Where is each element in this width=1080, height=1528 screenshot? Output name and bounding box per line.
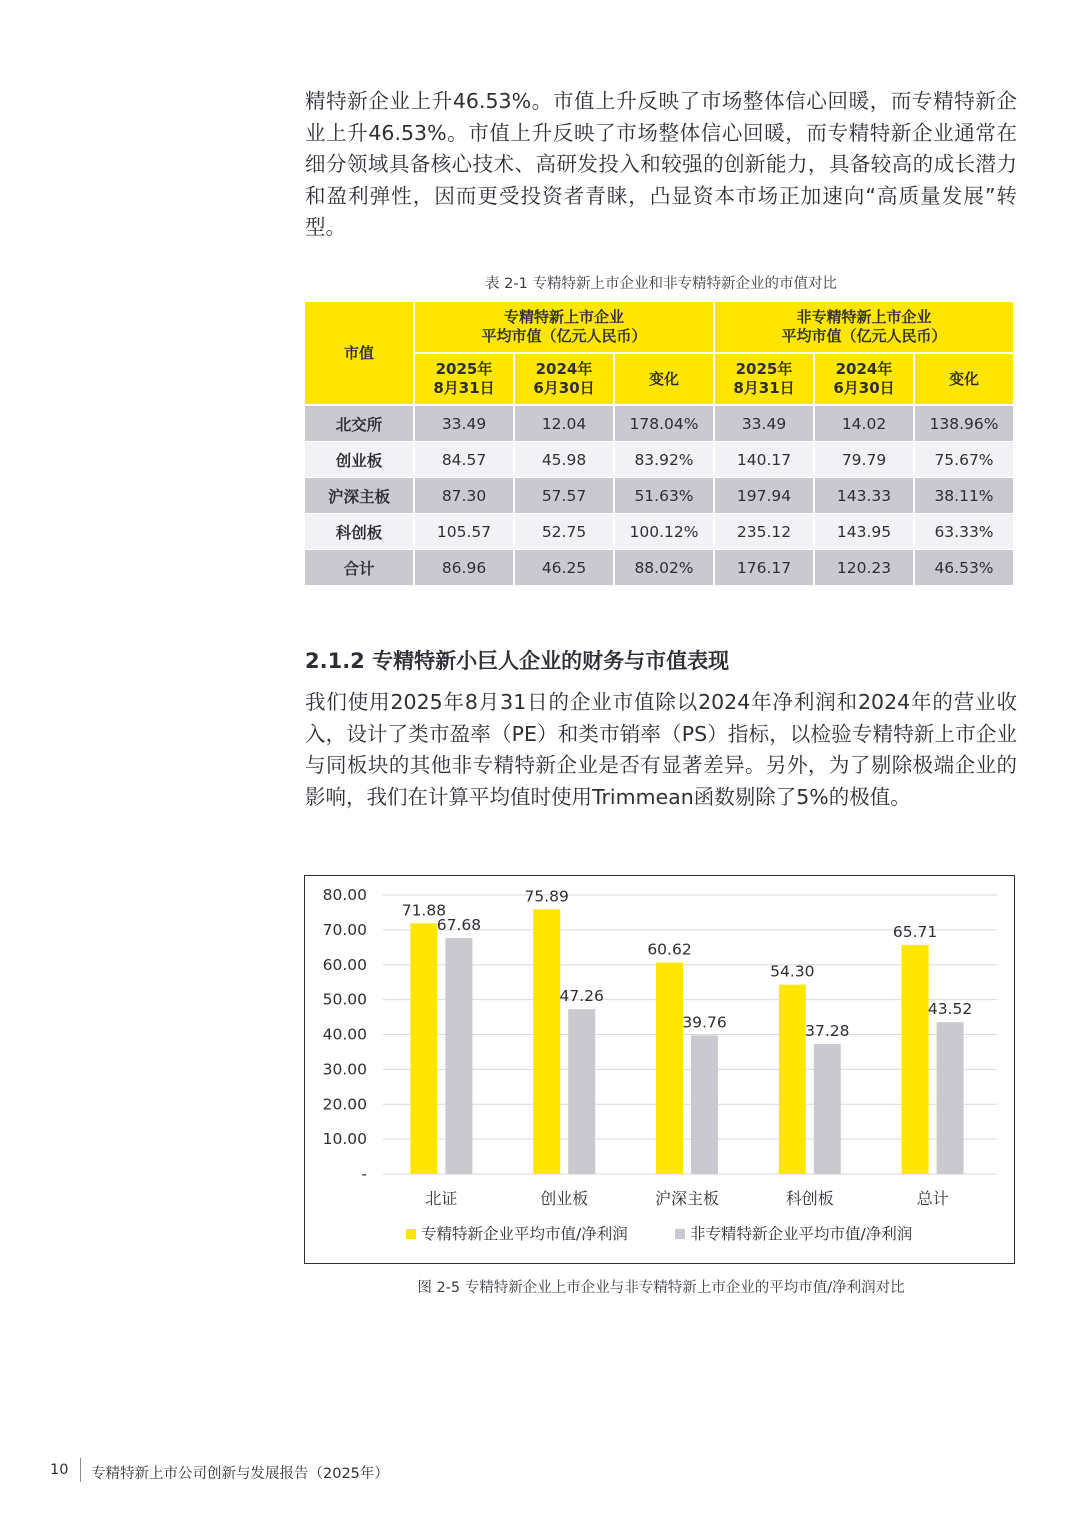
y-tick-label: 80.00 [322, 886, 367, 904]
bar [902, 945, 929, 1174]
x-tick-label: 沪深主板 [654, 1189, 720, 1208]
bar-chart-canvas [305, 876, 1016, 1265]
table-cell: 120.23 [815, 550, 913, 586]
table-cell: 140.17 [715, 442, 813, 478]
y-tick-label: 20.00 [322, 1095, 367, 1114]
table-cell: 45.98 [515, 442, 613, 478]
table-cell: 12.04 [515, 406, 613, 442]
table-cell: 33.49 [715, 406, 813, 442]
row-label: 创业板 [305, 442, 413, 478]
bar [445, 938, 472, 1174]
x-tick-label: 科创板 [785, 1189, 834, 1208]
table-cell: 197.94 [715, 478, 813, 514]
table-cell: 14.02 [815, 406, 913, 442]
table-cell: 63.33% [915, 514, 1013, 550]
table-cell: 100.12% [615, 514, 713, 550]
table-cell: 46.53% [915, 550, 1013, 586]
table-row [305, 550, 1013, 586]
x-tick-label: 总计 [916, 1189, 949, 1208]
table-cell: 33.49 [415, 406, 513, 442]
data-label: 43.52 [927, 1000, 973, 1019]
section-heading: 2.1.2 专精特新小巨人企业的财务与市值表现 [305, 649, 730, 673]
table-cell: 51.63% [615, 478, 713, 514]
data-label: 71.88 [401, 901, 447, 920]
column-header: 2024年 6月30日 [815, 354, 913, 406]
y-tick-label: 10.00 [322, 1130, 367, 1149]
table-cell: 38.11% [915, 478, 1013, 514]
legend-label: 非专精特新企业平均市值/净利润 [690, 1225, 913, 1243]
table-row [305, 442, 1013, 478]
bar [568, 1009, 595, 1174]
bar [779, 985, 806, 1174]
footer-divider [80, 1458, 81, 1482]
data-label: 65.71 [892, 922, 938, 941]
group-header: 专精特新上市企业 平均市值（亿元人民币） [415, 302, 713, 354]
group-header: 非专精特新上市企业 平均市值（亿元人民币） [715, 302, 1013, 354]
data-label: 54.30 [770, 962, 815, 981]
table-cell: 57.57 [515, 478, 613, 514]
intro-paragraph: 精特新企业上升46.53%。市值上升反映了市场整体信心回暖，而专精特新企业上升46.53%。市值上升反映了市场整体信心回暖，而专精特新企业通常在细分领域具备核心技术、高研发投入和较强的创新能力，具备较高的成长潜力和盈利弹性，因而更受投资者青睐，凸显资本市场正加速向“高质量发展”转型。 [305, 89, 1017, 239]
y-tick-label: 30.00 [322, 1060, 367, 1079]
bar [814, 1044, 841, 1174]
table-caption: 表 2-1 专精特新上市企业和非专精特新企业的市值对比 [485, 276, 837, 292]
corner-header: 市值 [305, 302, 413, 406]
table-cell: 83.92% [615, 442, 713, 478]
market-value-table [303, 302, 1015, 586]
table-cell: 87.30 [415, 478, 513, 514]
column-header: 2024年 6月30日 [515, 354, 613, 406]
figure-caption: 图 2-5 专精特新企业上市企业与非专精特新上市企业的平均市值/净利润对比 [417, 1280, 905, 1296]
table-cell: 84.57 [415, 442, 513, 478]
table-row [305, 406, 1013, 442]
table-cell: 86.96 [415, 550, 513, 586]
table-cell: 138.96% [915, 406, 1013, 442]
table-cell: 79.79 [815, 442, 913, 478]
data-label: 37.28 [805, 1021, 850, 1040]
data-label: 75.89 [524, 887, 569, 906]
row-label: 沪深主板 [305, 478, 413, 514]
method-paragraph: 我们使用2025年8月31日的企业市值除以2024年净利润和2024年的营业收入，设计了类市盈率（PE）和类市销率（PS）指标，以检验专精特新上市企业与同板块的其他非专精特新企业是否有显著差异。另外，为了剔除极端企业的影响，我们在计算平均值时使用Trimmean函数剔除了5%的极值。 [305, 690, 1017, 809]
y-tick-label: 50.00 [322, 990, 367, 1009]
bar [410, 923, 437, 1174]
table-cell: 52.75 [515, 514, 613, 550]
page-number: 10 [50, 1462, 69, 1478]
bar [691, 1035, 718, 1174]
table-cell: 105.57 [415, 514, 513, 550]
bar [533, 909, 560, 1174]
table-cell: 75.67% [915, 442, 1013, 478]
table-cell: 178.04% [615, 406, 713, 442]
column-header: 2025年 8月31日 [715, 354, 813, 406]
data-label: 39.76 [682, 1013, 727, 1032]
column-header: 变化 [615, 354, 713, 406]
bar-chart [304, 875, 1015, 1264]
legend-swatch [675, 1229, 685, 1239]
row-label: 科创板 [305, 514, 413, 550]
data-label: 67.68 [436, 915, 482, 934]
data-label: 60.62 [647, 940, 692, 959]
bar [937, 1022, 964, 1174]
table-cell: 176.17 [715, 550, 813, 586]
table-row [305, 478, 1013, 514]
legend-label: 专精特新企业平均市值/净利润 [421, 1225, 628, 1243]
table-cell: 88.02% [615, 550, 713, 586]
table-cell: 143.95 [815, 514, 913, 550]
table-cell: 143.33 [815, 478, 913, 514]
x-tick-label: 北证 [425, 1189, 458, 1208]
column-header: 2025年 8月31日 [415, 354, 513, 406]
bar [656, 963, 683, 1174]
legend-swatch [406, 1229, 416, 1239]
y-tick-label: 40.00 [322, 1025, 367, 1044]
column-header: 变化 [915, 354, 1013, 406]
table-row [305, 514, 1013, 550]
table-cell: 235.12 [715, 514, 813, 550]
y-tick-label: 60.00 [322, 955, 367, 974]
footer-report-title: 专精特新上市公司创新与发展报告（2025年） [91, 1466, 389, 1482]
data-label: 47.26 [559, 987, 604, 1006]
x-tick-label: 创业板 [540, 1189, 589, 1208]
row-label: 北交所 [305, 406, 413, 442]
row-label: 合计 [305, 550, 413, 586]
y-tick-label: - [361, 1165, 367, 1183]
table-cell: 46.25 [515, 550, 613, 586]
y-tick-label: 70.00 [322, 920, 367, 939]
